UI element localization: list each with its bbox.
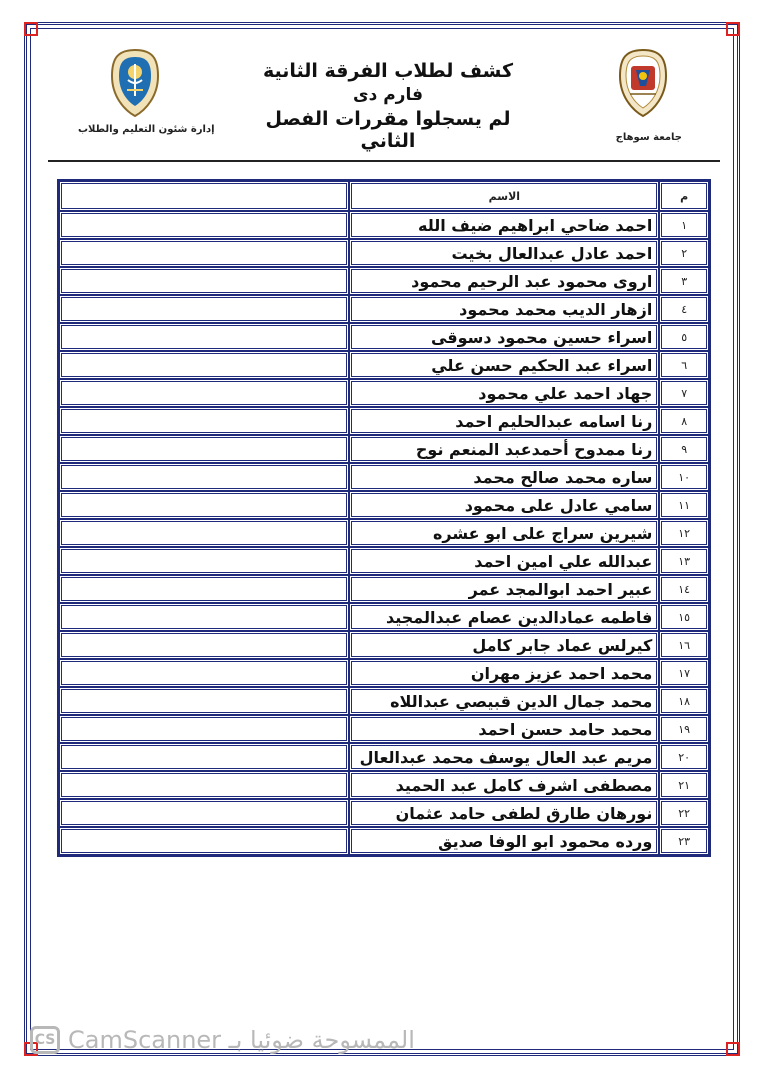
student-name: مريم عبد العال يوسف محمد عبدالعال xyxy=(349,743,659,771)
corner-ornament xyxy=(726,22,740,36)
blank-cell xyxy=(59,463,349,491)
student-affairs-emblem-icon xyxy=(108,48,162,118)
blank-cell xyxy=(59,379,349,407)
row-number: ٥ xyxy=(659,323,709,351)
blank-cell xyxy=(59,267,349,295)
student-name: مصطفى اشرف كامل عبد الحميد xyxy=(349,771,659,799)
blank-cell xyxy=(59,295,349,323)
table-row xyxy=(59,603,709,631)
table-row xyxy=(59,323,709,351)
row-number: ١٧ xyxy=(659,659,709,687)
corner-ornament xyxy=(726,1042,740,1056)
corner-ornament xyxy=(24,22,38,36)
student-name: ساره محمد صالح محمد xyxy=(349,463,659,491)
table-row xyxy=(59,575,709,603)
row-number: ٩ xyxy=(659,435,709,463)
blank-cell xyxy=(59,491,349,519)
blank-cell xyxy=(59,407,349,435)
blank-cell xyxy=(59,715,349,743)
row-number: ١٤ xyxy=(659,575,709,603)
column-header-name: الاسم xyxy=(349,181,659,211)
blank-cell xyxy=(59,687,349,715)
row-number: ٤ xyxy=(659,295,709,323)
student-name: عبدالله علي امين احمد xyxy=(349,547,659,575)
sohag-university-seal-icon xyxy=(616,48,670,118)
blank-cell xyxy=(59,799,349,827)
table-row xyxy=(59,295,709,323)
blank-cell xyxy=(59,547,349,575)
table-header-row xyxy=(59,181,709,211)
student-name: محمد حامد حسن احمد xyxy=(349,715,659,743)
row-number: ٢ xyxy=(659,239,709,267)
blank-cell xyxy=(59,211,349,239)
table-row xyxy=(59,687,709,715)
table-row xyxy=(59,659,709,687)
table-row xyxy=(59,715,709,743)
table-row xyxy=(59,435,709,463)
document-title xyxy=(238,60,538,152)
table-row xyxy=(59,267,709,295)
table-body xyxy=(59,211,709,855)
title-line-1: كشف لطلاب الفرقة الثانية xyxy=(262,60,514,82)
table-row xyxy=(59,743,709,771)
table-row xyxy=(59,547,709,575)
blank-cell xyxy=(59,575,349,603)
watermark-text: الممسوحة ضوئيا بـ CamScanner xyxy=(68,1026,415,1054)
document-header xyxy=(48,40,720,162)
student-name: ورده محمود ابو الوفا صديق xyxy=(349,827,659,855)
table-row xyxy=(59,631,709,659)
column-header-blank xyxy=(59,181,349,211)
blank-cell xyxy=(59,631,349,659)
blank-cell xyxy=(59,519,349,547)
row-number: ١٦ xyxy=(659,631,709,659)
student-name: شيرين سراج على ابو عشره xyxy=(349,519,659,547)
students-table xyxy=(57,179,711,857)
blank-cell xyxy=(59,239,349,267)
row-number: ٣ xyxy=(659,267,709,295)
row-number: ٦ xyxy=(659,351,709,379)
table-row xyxy=(59,351,709,379)
student-name: فاطمه عمادالدين عصام عبدالمجيد xyxy=(349,603,659,631)
blank-cell xyxy=(59,827,349,855)
blank-cell xyxy=(59,323,349,351)
student-name: جهاد احمد علي محمود xyxy=(349,379,659,407)
row-number: ١٩ xyxy=(659,715,709,743)
table-row xyxy=(59,799,709,827)
row-number: ١٢ xyxy=(659,519,709,547)
scanner-watermark xyxy=(30,1022,415,1058)
header-divider xyxy=(48,160,720,162)
student-name: نورهان طارق لطفى حامد عثمان xyxy=(349,799,659,827)
blank-cell xyxy=(59,351,349,379)
blank-cell xyxy=(59,603,349,631)
title-line-3: لم يسجلوا مقررات الفصل الثاني xyxy=(265,108,511,152)
row-number: ٢٠ xyxy=(659,743,709,771)
blank-cell xyxy=(59,743,349,771)
row-number: ٧ xyxy=(659,379,709,407)
student-name: عبير احمد ابوالمجد عمر xyxy=(349,575,659,603)
student-name: رنا ممدوح أحمدعبد المنعم نوح xyxy=(349,435,659,463)
row-number: ١٠ xyxy=(659,463,709,491)
student-name: اسراء حسين محمود دسوقى xyxy=(349,323,659,351)
table-row xyxy=(59,463,709,491)
blank-cell xyxy=(59,771,349,799)
table-row xyxy=(59,491,709,519)
department-name: إدارة شئون التعليم والطلاب xyxy=(78,124,215,135)
camscanner-badge-icon: CS xyxy=(30,1026,60,1054)
row-number: ٢٢ xyxy=(659,799,709,827)
row-number: ٨ xyxy=(659,407,709,435)
table-row xyxy=(59,239,709,267)
row-number: ١٨ xyxy=(659,687,709,715)
student-name: احمد ضاحي ابراهيم ضيف الله xyxy=(349,211,659,239)
table-row xyxy=(59,211,709,239)
row-number: ٢١ xyxy=(659,771,709,799)
student-name: اسراء عبد الحكيم حسن علي xyxy=(349,351,659,379)
university-name: جامعة سوهاج xyxy=(615,132,682,143)
blank-cell xyxy=(59,659,349,687)
student-name: رنا اسامه عبدالحليم احمد xyxy=(349,407,659,435)
row-number: ١٥ xyxy=(659,603,709,631)
student-name: محمد جمال الدين قبيصي عبداللاه xyxy=(349,687,659,715)
row-number: ٢٣ xyxy=(659,827,709,855)
row-number: ١١ xyxy=(659,491,709,519)
row-number: ١٣ xyxy=(659,547,709,575)
blank-cell xyxy=(59,435,349,463)
student-name: اروى محمود عبد الرحيم محمود xyxy=(349,267,659,295)
table-row xyxy=(59,771,709,799)
row-number: ١ xyxy=(659,211,709,239)
title-line-2: فارم دى xyxy=(353,85,423,105)
student-name: ازهار الديب محمد محمود xyxy=(349,295,659,323)
student-name: محمد احمد عزيز مهران xyxy=(349,659,659,687)
table-row xyxy=(59,407,709,435)
table-row xyxy=(59,827,709,855)
student-name: احمد عادل عبدالعال بخيت xyxy=(349,239,659,267)
table-row xyxy=(59,519,709,547)
student-name: سامي عادل على محمود xyxy=(349,491,659,519)
student-name: كيرلس عماد جابر كامل xyxy=(349,631,659,659)
table-row xyxy=(59,379,709,407)
column-header-number: م xyxy=(659,181,709,211)
